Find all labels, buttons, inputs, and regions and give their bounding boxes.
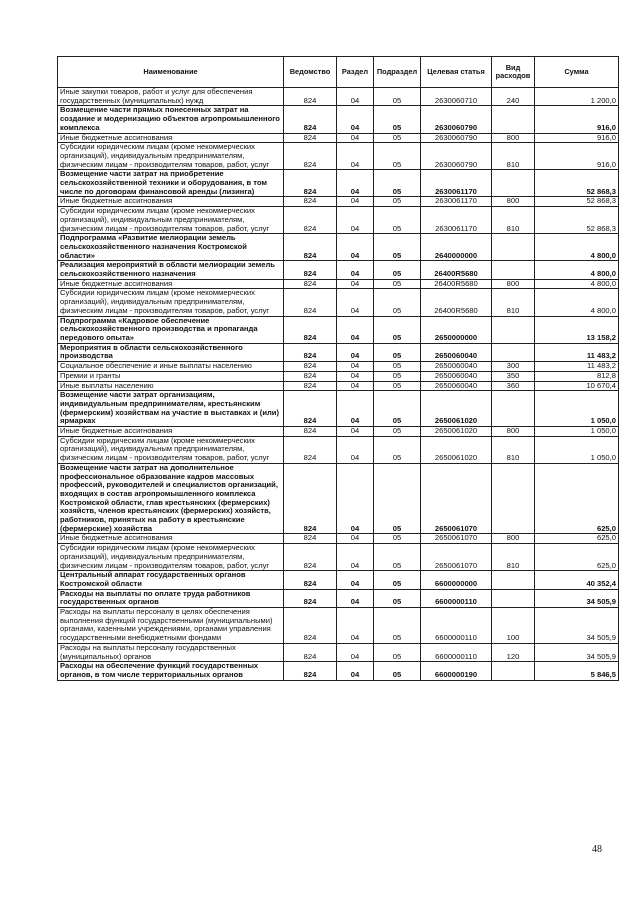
row-vid: 810 (492, 544, 535, 571)
row-vedomstvo: 824 (284, 571, 337, 589)
row-vedomstvo: 824 (284, 316, 337, 343)
row-name: Возмещение части затрат на приобретение сельскохозяйственной техники и оборудования, в том числе по договорам финансовой аренды (лизинга) (58, 170, 284, 197)
table-row (58, 362, 619, 372)
row-razdel: 04 (337, 234, 374, 261)
row-vid: 350 (492, 371, 535, 381)
row-vid (492, 662, 535, 680)
row-name: Мероприятия в области сельскохозяйственного производства (58, 343, 284, 361)
row-sum: 1 200,0 (535, 88, 619, 106)
row-vedomstvo: 824 (284, 534, 337, 544)
row-name: Субсидии юридическим лицам (кроме некоммерческих организаций), индивидуальным предпринимателям, физическим лицам - производителям товаров, работ, услуг (58, 436, 284, 463)
row-razdel: 04 (337, 662, 374, 680)
row-vid: 800 (492, 427, 535, 437)
table-row (58, 143, 619, 170)
row-vedomstvo: 824 (284, 88, 337, 106)
row-target: 26400R5680 (421, 261, 492, 279)
row-target: 6600000190 (421, 662, 492, 680)
row-target: 6600000110 (421, 589, 492, 607)
row-vedomstvo: 824 (284, 133, 337, 143)
row-razdel: 04 (337, 106, 374, 133)
row-vid: 810 (492, 289, 535, 316)
row-target: 2650060040 (421, 362, 492, 372)
table-row (58, 427, 619, 437)
row-vid (492, 571, 535, 589)
row-name: Субсидии юридическим лицам (кроме некоммерческих организаций), индивидуальным предпринимателям, физическим лицам - производителям товаров, работ, услуг (58, 207, 284, 234)
row-vedomstvo: 824 (284, 662, 337, 680)
row-target: 2630060790 (421, 133, 492, 143)
row-vid: 100 (492, 608, 535, 644)
row-sum: 916,0 (535, 133, 619, 143)
row-vedomstvo: 824 (284, 289, 337, 316)
row-vedomstvo: 824 (284, 106, 337, 133)
row-target: 2650061020 (421, 427, 492, 437)
row-vedomstvo: 824 (284, 371, 337, 381)
row-sum: 1 050,0 (535, 391, 619, 427)
row-vedomstvo: 824 (284, 143, 337, 170)
row-name: Реализация мероприятий в области мелиорации земель сельскохозяйственного назначения (58, 261, 284, 279)
table-row (58, 343, 619, 361)
row-sum: 40 352,4 (535, 571, 619, 589)
row-target: 2650061020 (421, 391, 492, 427)
row-sum: 11 483,2 (535, 343, 619, 361)
table-row (58, 170, 619, 197)
row-razdel: 04 (337, 463, 374, 534)
row-name: Иные выплаты населению (58, 381, 284, 391)
table-row (58, 571, 619, 589)
row-name: Расходы на обеспечение функций государственных органов, в том числе территориальных органов (58, 662, 284, 680)
row-razdel: 04 (337, 261, 374, 279)
row-name: Субсидии юридическим лицам (кроме некоммерческих организаций), индивидуальным предпринимателям, физическим лицам - производителям товаров, работ, услуг (58, 544, 284, 571)
row-vid: 800 (492, 534, 535, 544)
row-razdel: 04 (337, 371, 374, 381)
row-sum: 10 670,4 (535, 381, 619, 391)
row-sum: 52 868,3 (535, 197, 619, 207)
table-row (58, 463, 619, 534)
row-vid (492, 234, 535, 261)
row-vid (492, 106, 535, 133)
row-vedomstvo: 824 (284, 463, 337, 534)
row-name: Иные бюджетные ассигнования (58, 534, 284, 544)
row-sum: 4 800,0 (535, 279, 619, 289)
row-razdel: 04 (337, 143, 374, 170)
row-target: 2640000000 (421, 234, 492, 261)
row-razdel: 04 (337, 289, 374, 316)
row-sum: 4 800,0 (535, 234, 619, 261)
row-name: Центральный аппарат государственных органов Костромской области (58, 571, 284, 589)
header-razdel: Раздел (337, 57, 374, 88)
row-podrazdel: 05 (374, 106, 421, 133)
header-podrazdel: Подраздел (374, 57, 421, 88)
table-body (58, 88, 619, 681)
row-vedomstvo: 824 (284, 170, 337, 197)
row-name: Субсидии юридическим лицам (кроме некоммерческих организаций), индивидуальным предпринимателям, физическим лицам - производителям товаров, работ, услуг (58, 289, 284, 316)
row-vedomstvo: 824 (284, 608, 337, 644)
row-sum: 916,0 (535, 143, 619, 170)
row-name: Расходы на выплаты по оплате труда работников государственных органов (58, 589, 284, 607)
row-razdel: 04 (337, 544, 374, 571)
row-vedomstvo: 824 (284, 234, 337, 261)
row-podrazdel: 05 (374, 88, 421, 106)
row-name: Иные бюджетные ассигнования (58, 427, 284, 437)
row-podrazdel: 05 (374, 463, 421, 534)
row-podrazdel: 05 (374, 279, 421, 289)
row-razdel: 04 (337, 391, 374, 427)
row-podrazdel: 05 (374, 362, 421, 372)
table-row (58, 234, 619, 261)
row-target: 6600000110 (421, 608, 492, 644)
row-vedomstvo: 824 (284, 391, 337, 427)
row-podrazdel: 05 (374, 207, 421, 234)
row-target: 2650060040 (421, 343, 492, 361)
row-sum: 13 158,2 (535, 316, 619, 343)
row-vedomstvo: 824 (284, 197, 337, 207)
row-vid (492, 343, 535, 361)
row-razdel: 04 (337, 343, 374, 361)
table-row (58, 289, 619, 316)
row-target: 2630061170 (421, 197, 492, 207)
table-row (58, 436, 619, 463)
table-row (58, 371, 619, 381)
row-podrazdel: 05 (374, 436, 421, 463)
row-vedomstvo: 824 (284, 436, 337, 463)
row-vedomstvo: 824 (284, 381, 337, 391)
row-sum: 52 868,3 (535, 170, 619, 197)
row-vid: 300 (492, 362, 535, 372)
row-razdel: 04 (337, 436, 374, 463)
table-row (58, 589, 619, 607)
row-vid (492, 391, 535, 427)
row-name: Премии и гранты (58, 371, 284, 381)
row-target: 2630061170 (421, 207, 492, 234)
row-podrazdel: 05 (374, 608, 421, 644)
row-name: Возмещение части затрат организациям, индивидуальным предпринимателям, крестьянским (фермерским) хозяйствам на участие в выставках и (или) ярмарках (58, 391, 284, 427)
row-sum: 916,0 (535, 106, 619, 133)
row-vedomstvo: 824 (284, 343, 337, 361)
row-podrazdel: 05 (374, 170, 421, 197)
row-razdel: 04 (337, 589, 374, 607)
row-vid: 240 (492, 88, 535, 106)
row-sum: 52 868,3 (535, 207, 619, 234)
row-vedomstvo: 824 (284, 362, 337, 372)
row-name: Иные бюджетные ассигнования (58, 279, 284, 289)
row-name: Иные бюджетные ассигнования (58, 133, 284, 143)
row-razdel: 04 (337, 571, 374, 589)
row-sum: 11 483,2 (535, 362, 619, 372)
row-target: 2630060790 (421, 143, 492, 170)
row-sum: 625,0 (535, 534, 619, 544)
row-name: Возмещение части прямых понесенных затрат на создание и модернизацию объектов агропромышленного комплекса (58, 106, 284, 133)
row-razdel: 04 (337, 316, 374, 343)
row-vedomstvo: 824 (284, 589, 337, 607)
row-name: Иные бюджетные ассигнования (58, 197, 284, 207)
row-target: 2650061020 (421, 436, 492, 463)
row-razdel: 04 (337, 381, 374, 391)
row-vid: 810 (492, 436, 535, 463)
row-razdel: 04 (337, 88, 374, 106)
row-podrazdel: 05 (374, 234, 421, 261)
row-name: Подпрограмма «Кадровое обеспечение сельскохозяйственного производства и пропаганда передового опыта» (58, 316, 284, 343)
row-podrazdel: 05 (374, 261, 421, 279)
table-row (58, 608, 619, 644)
row-sum: 34 505,9 (535, 643, 619, 661)
row-vedomstvo: 824 (284, 427, 337, 437)
budget-table (57, 56, 619, 681)
header-target: Целевая статья (421, 57, 492, 88)
row-name: Социальное обеспечение и иные выплаты населению (58, 362, 284, 372)
page-number: 48 (592, 844, 602, 855)
row-target: 2650060040 (421, 371, 492, 381)
table-row (58, 662, 619, 680)
row-vedomstvo: 824 (284, 544, 337, 571)
table-row (58, 207, 619, 234)
row-podrazdel: 05 (374, 371, 421, 381)
row-podrazdel: 05 (374, 197, 421, 207)
row-podrazdel: 05 (374, 381, 421, 391)
row-target: 2630060710 (421, 88, 492, 106)
row-podrazdel: 05 (374, 662, 421, 680)
row-sum: 4 800,0 (535, 289, 619, 316)
row-podrazdel: 05 (374, 391, 421, 427)
row-podrazdel: 05 (374, 643, 421, 661)
row-sum: 1 050,0 (535, 436, 619, 463)
row-razdel: 04 (337, 608, 374, 644)
row-podrazdel: 05 (374, 133, 421, 143)
row-sum: 1 050,0 (535, 427, 619, 437)
row-sum: 812,8 (535, 371, 619, 381)
row-podrazdel: 05 (374, 143, 421, 170)
row-vid: 800 (492, 279, 535, 289)
row-sum: 625,0 (535, 544, 619, 571)
row-name: Иные закупки товаров, работ и услуг для обеспечения государственных (муниципальных) нужд (58, 88, 284, 106)
header-summa: Сумма (535, 57, 619, 88)
row-name: Субсидии юридическим лицам (кроме некоммерческих организаций), индивидуальным предпринимателям, физическим лицам - производителям товаров, работ, услуг (58, 143, 284, 170)
row-name: Подпрограмма «Развитие мелиорации земель сельскохозяйственного назначения Костромской области» (58, 234, 284, 261)
row-target: 2650000000 (421, 316, 492, 343)
table-row (58, 391, 619, 427)
row-vid: 360 (492, 381, 535, 391)
row-vedomstvo: 824 (284, 261, 337, 279)
row-podrazdel: 05 (374, 316, 421, 343)
table-row (58, 544, 619, 571)
table-row (58, 316, 619, 343)
row-razdel: 04 (337, 133, 374, 143)
row-vedomstvo: 824 (284, 643, 337, 661)
row-podrazdel: 05 (374, 289, 421, 316)
row-sum: 4 800,0 (535, 261, 619, 279)
row-vid (492, 170, 535, 197)
row-razdel: 04 (337, 197, 374, 207)
row-target: 26400R5680 (421, 279, 492, 289)
row-target: 2650061070 (421, 463, 492, 534)
table-row (58, 643, 619, 661)
row-vid: 120 (492, 643, 535, 661)
row-target: 26400R5680 (421, 289, 492, 316)
row-podrazdel: 05 (374, 544, 421, 571)
row-vid (492, 463, 535, 534)
row-razdel: 04 (337, 534, 374, 544)
header-vid: Вид расходов (492, 57, 535, 88)
row-sum: 5 846,5 (535, 662, 619, 680)
row-vid: 810 (492, 143, 535, 170)
row-vid (492, 589, 535, 607)
row-podrazdel: 05 (374, 534, 421, 544)
row-razdel: 04 (337, 170, 374, 197)
row-target: 2630061170 (421, 170, 492, 197)
row-vid: 800 (492, 133, 535, 143)
row-name: Расходы на выплаты персоналу государственных (муниципальных) органов (58, 643, 284, 661)
table-row (58, 106, 619, 133)
row-sum: 625,0 (535, 463, 619, 534)
row-razdel: 04 (337, 362, 374, 372)
row-target: 2650060040 (421, 381, 492, 391)
row-razdel: 04 (337, 643, 374, 661)
table-row (58, 261, 619, 279)
row-razdel: 04 (337, 207, 374, 234)
row-vedomstvo: 824 (284, 207, 337, 234)
row-podrazdel: 05 (374, 589, 421, 607)
row-target: 2650061070 (421, 534, 492, 544)
table-header-row (58, 57, 619, 88)
row-razdel: 04 (337, 427, 374, 437)
row-vid: 800 (492, 197, 535, 207)
row-vedomstvo: 824 (284, 279, 337, 289)
row-podrazdel: 05 (374, 427, 421, 437)
row-name: Расходы на выплаты персоналу в целях обеспечения выполнения функций государственными (муниципальными) органами, казенными учреждениями, органами управления государственными внебюджетными фондами (58, 608, 284, 644)
row-target: 2630060790 (421, 106, 492, 133)
row-podrazdel: 05 (374, 571, 421, 589)
row-vid: 810 (492, 207, 535, 234)
row-sum: 34 505,9 (535, 589, 619, 607)
row-podrazdel: 05 (374, 343, 421, 361)
row-sum: 34 505,9 (535, 608, 619, 644)
row-name: Возмещение части затрат на дополнительное профессиональное образование кадров массовых профессий, руководителей и специалистов организаций, входящих в состав агропромышленного комплекса Костромской области, глав крестьянских (фермерских) хозяйств, членов крестьянских (фермерских) хозяйств, работников, принятых на работу в крестьянские (фермерские) хозяйства (58, 463, 284, 534)
row-vid (492, 316, 535, 343)
row-target: 6600000110 (421, 643, 492, 661)
table-row (58, 88, 619, 106)
header-name: Наименование (58, 57, 284, 88)
header-vedomstvo: Ведомство (284, 57, 337, 88)
row-vid (492, 261, 535, 279)
row-target: 6600000000 (421, 571, 492, 589)
row-target: 2650061070 (421, 544, 492, 571)
row-razdel: 04 (337, 279, 374, 289)
